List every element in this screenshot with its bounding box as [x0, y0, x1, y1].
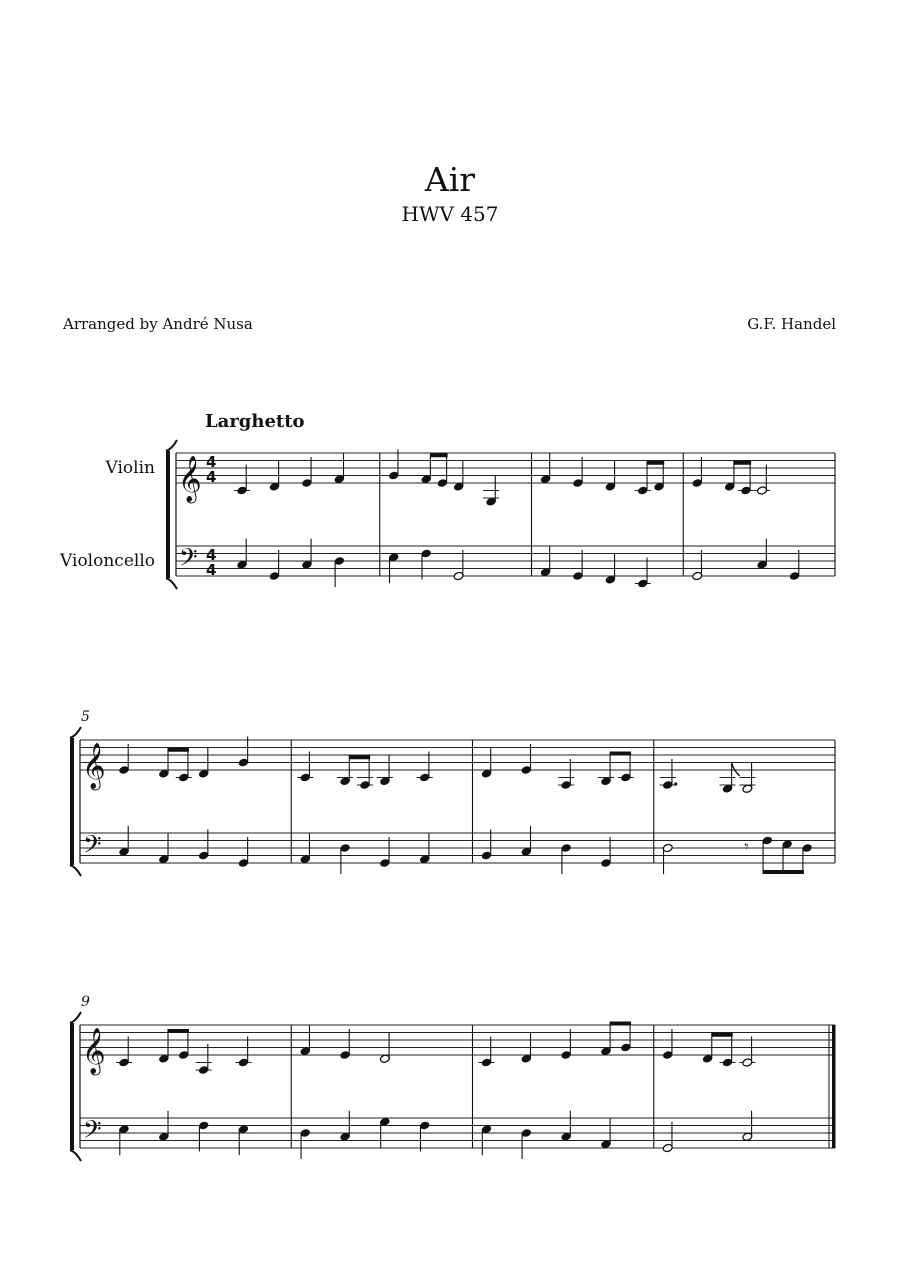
bracket: [70, 865, 81, 876]
eighth-rest: 𝄾: [744, 836, 749, 856]
bass-clef-icon: 𝄢: [83, 1115, 102, 1149]
time-signature-beats: 4: [206, 453, 217, 471]
instrument-label-violin: Violin: [105, 458, 155, 478]
time-signature-unit: 4: [206, 561, 217, 579]
treble-clef-icon: 𝄞: [178, 456, 202, 502]
time-signature-beats: 4: [206, 546, 217, 564]
bracket: [70, 1012, 81, 1023]
score-title: Air: [424, 160, 476, 199]
composer-credit: G.F. Handel: [747, 315, 836, 333]
beam: [610, 1022, 631, 1026]
treble-clef-icon: 𝄞: [82, 743, 106, 789]
flag: [732, 763, 740, 776]
bracket: [166, 578, 177, 589]
beam: [168, 1029, 189, 1033]
beam: [734, 461, 751, 465]
beam: [168, 748, 189, 752]
beam: [610, 752, 631, 756]
final-barline: [832, 1025, 836, 1148]
time-signature-unit: 4: [206, 468, 217, 486]
bracket: [70, 1023, 74, 1150]
beam: [349, 755, 370, 759]
score-subtitle: HWV 457: [401, 202, 499, 226]
treble-clef-icon: 𝄞: [82, 1028, 106, 1074]
measure-number: 5: [81, 709, 90, 725]
bracket: [70, 727, 81, 738]
bracket: [70, 1150, 81, 1161]
instrument-label-cello: Violoncello: [60, 551, 155, 571]
beam: [647, 461, 664, 465]
measure-number: 9: [81, 994, 90, 1010]
tempo-marking: Larghetto: [205, 411, 305, 432]
beam: [763, 870, 804, 874]
bass-clef-icon: 𝄢: [179, 543, 198, 577]
dot: [674, 782, 677, 785]
bracket: [166, 451, 170, 578]
beam: [712, 1033, 733, 1037]
bracket: [70, 738, 74, 865]
bass-clef-icon: 𝄢: [83, 830, 102, 864]
arranger-credit: Arranged by André Nusa: [63, 315, 253, 333]
bracket: [166, 440, 177, 451]
beam: [430, 453, 447, 457]
